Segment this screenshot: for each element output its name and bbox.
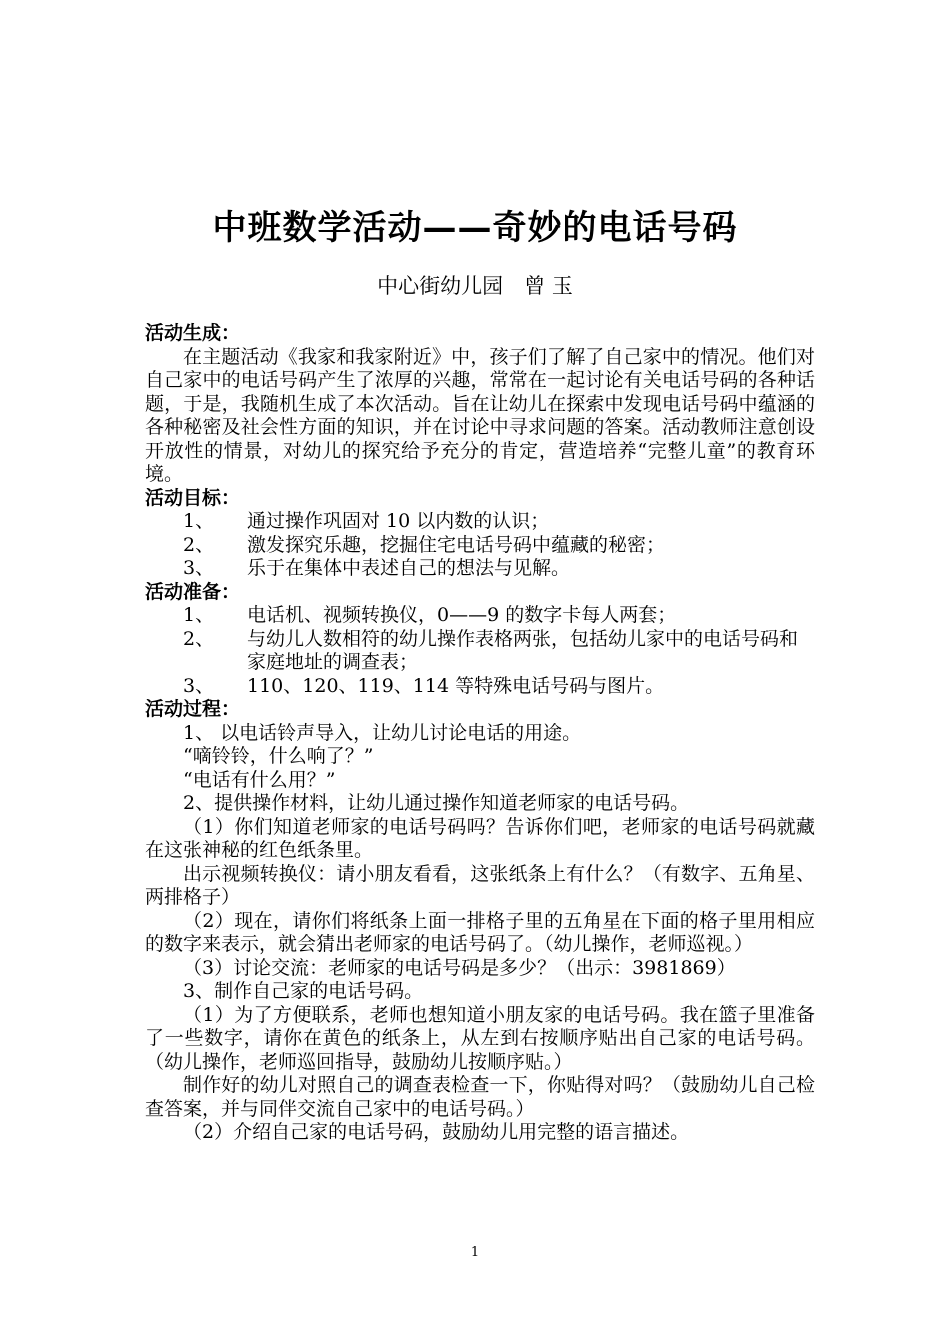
list-item bbox=[145, 628, 815, 675]
process-paragraph: （1）为了方便联系，老师也想知道小朋友家的电话号码。我在篮子里准备了一些数字，请你在黄色的纸条上，从左到右按顺序贴出自己家的电话号码。（幼儿操作，老师巡回指导，鼓励幼儿按顺序贴。） bbox=[145, 1003, 815, 1073]
process-content bbox=[145, 722, 815, 1145]
list-item-text: 乐于在集体中表述自己的想法与见解。 bbox=[247, 557, 571, 579]
process-paragraph: （2）介绍自己家的电话号码，鼓励幼儿用完整的语言描述。 bbox=[183, 1121, 690, 1143]
preparation-list bbox=[145, 604, 815, 698]
section-heading-generation: 活动生成： bbox=[145, 322, 241, 344]
process-paragraph: 制作好的幼儿对照自己的调查表检查一下，你贴得对吗？（鼓励幼儿自己检查答案，并与同伴交流自己家中的电话号码。） bbox=[145, 1074, 815, 1120]
list-item-text: 110、120、119、114 等特殊电话号码与图片。 bbox=[247, 674, 665, 697]
process-dialogue: “嘀铃铃，什么响了？” bbox=[183, 745, 374, 767]
list-item-text: 通过操作巩固对 10 以内数的认识； bbox=[247, 510, 550, 532]
section-heading-goals: 活动目标： bbox=[145, 486, 241, 509]
list-item-number: 2、 bbox=[183, 533, 215, 556]
section-heading-process: 活动过程： bbox=[145, 698, 241, 720]
process-dialogue: “电话有什么用？” bbox=[183, 768, 336, 791]
page-number: 1 bbox=[470, 1245, 480, 1260]
list-item bbox=[145, 534, 815, 558]
list-item bbox=[145, 510, 815, 534]
generation-paragraph: 在主题活动《我家和我家附近》中，孩子们了解了自己家中的情况。他们对自己家中的电话号码产生了浓厚的兴趣，常常在一起讨论有关电话号码的各种话题，于是，我随机生成了本次活动。旨在让幼儿在探索中发现电话号码中蕴涵的各种秘密及社会性方面的知识，并在讨论中寻求问题的答案。活动教师注意创设开放性的情景，对幼儿的探究给予充分的肯定，营造培养“完整儿童”的教育环境。 bbox=[145, 345, 815, 485]
list-item-text: 电话机、视频转换仪，0——9 的数字卡每人两套； bbox=[247, 604, 677, 626]
process-paragraph: （3）讨论交流：老师家的电话号码是多少？（出示：3981869） bbox=[183, 956, 736, 979]
document-author: 中心街幼儿园 曾 玉 bbox=[377, 274, 573, 298]
goals-list bbox=[145, 510, 815, 581]
list-item bbox=[145, 557, 815, 581]
document-title: 中班数学活动——奇妙的电话号码 bbox=[212, 208, 738, 248]
section-heading-preparation: 活动准备： bbox=[145, 580, 241, 603]
process-paragraph: （2）现在，请你们将纸条上面一排格子里的五角星在下面的格子里用相应的数字来表示，就会猜出老师家的电话号码了。（幼儿操作，老师巡视。） bbox=[145, 909, 815, 955]
list-item bbox=[145, 675, 815, 699]
document-body bbox=[145, 322, 815, 1145]
list-item-number: 3、 bbox=[183, 674, 215, 697]
list-item-number: 3、 bbox=[183, 557, 215, 579]
list-item-number: 2、 bbox=[183, 627, 215, 650]
list-item-number: 1、 bbox=[183, 604, 215, 626]
list-item-text: 激发探究乐趣，挖掘住宅电话号码中蕴藏的秘密； bbox=[247, 533, 666, 556]
list-item bbox=[145, 604, 815, 628]
process-step: 1、 以电话铃声导入，让幼儿讨论电话的用途。 bbox=[183, 721, 582, 744]
process-step: 3、制作自己家的电话号码。 bbox=[183, 980, 424, 1002]
process-step: 2、提供操作材料，让幼儿通过操作知道老师家的电话号码。 bbox=[183, 792, 690, 814]
list-item-number: 1、 bbox=[183, 510, 215, 532]
process-paragraph: （1）你们知道老师家的电话号码吗？告诉你们吧，老师家的电话号码就藏在这张神秘的红色纸条里。 bbox=[145, 815, 815, 861]
list-item-text: 与幼儿人数相符的幼儿操作表格两张，包括幼儿家中的电话号码和家庭地址的调查表； bbox=[247, 627, 799, 673]
process-paragraph: 出示视频转换仪：请小朋友看看，这张纸条上有什么？（有数字、五角星、两排格子） bbox=[145, 862, 815, 908]
